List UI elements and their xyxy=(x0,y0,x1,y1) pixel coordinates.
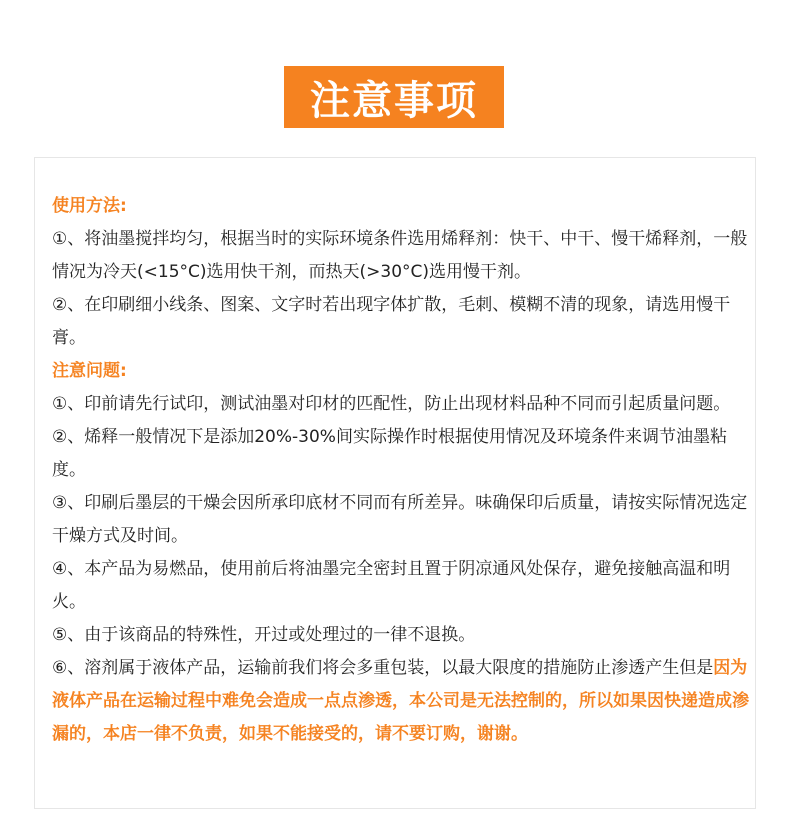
usage-heading: 使用方法: xyxy=(52,196,127,216)
page-title: 注意事项 xyxy=(284,66,504,128)
shipping-disclaimer: 因为液体产品在运输过程中难免会造成一点点渗透，本公司是无法控制的，所以如果因快递造成渗漏的，本店一律不负责，如果不能接受的，请不要订购，谢谢。 xyxy=(52,658,749,744)
notes-item: ③、印刷后墨层的干燥会因所承印底材不同而有所差异。味确保印后质量，请按实际情况选定干燥方式及时间。 xyxy=(52,493,748,546)
notes-item-last-text: ⑥、溶剂属于液体产品，运输前我们将会多重包装，以最大限度的措施防止渗透产生但是 xyxy=(52,658,714,678)
notes-item: ⑤、由于该商品的特殊性，开过或处理过的一律不退换。 xyxy=(52,625,476,645)
usage-item: ①、将油墨搅拌均匀，根据当时的实际环境条件选用烯释剂：快干、中干、慢干烯释剂，一般情况为冷天(<15°C)选用快干剂，而热天(>30°C)选用慢干剂。 xyxy=(52,229,748,282)
notes-item: ①、印前请先行试印，测试油墨对印材的匹配性，防止出现材料品种不同而引起质量问题。 xyxy=(52,394,731,414)
notes-item: ④、本产品为易燃品，使用前后将油墨完全密封且置于阴凉通风处保存，避免接触高温和明火。 xyxy=(52,559,731,612)
notice-content xyxy=(52,190,756,751)
notes-heading: 注意问题: xyxy=(52,361,127,381)
usage-item: ②、在印刷细小线条、图案、文字时若出现字体扩散，毛刺、模糊不清的现象，请选用慢干膏。 xyxy=(52,295,731,348)
notes-item-last xyxy=(52,652,756,751)
notes-item: ②、烯释一般情况下是添加20%-30%间实际操作时根据使用情况及环境条件来调节油墨粘度。 xyxy=(52,427,727,480)
